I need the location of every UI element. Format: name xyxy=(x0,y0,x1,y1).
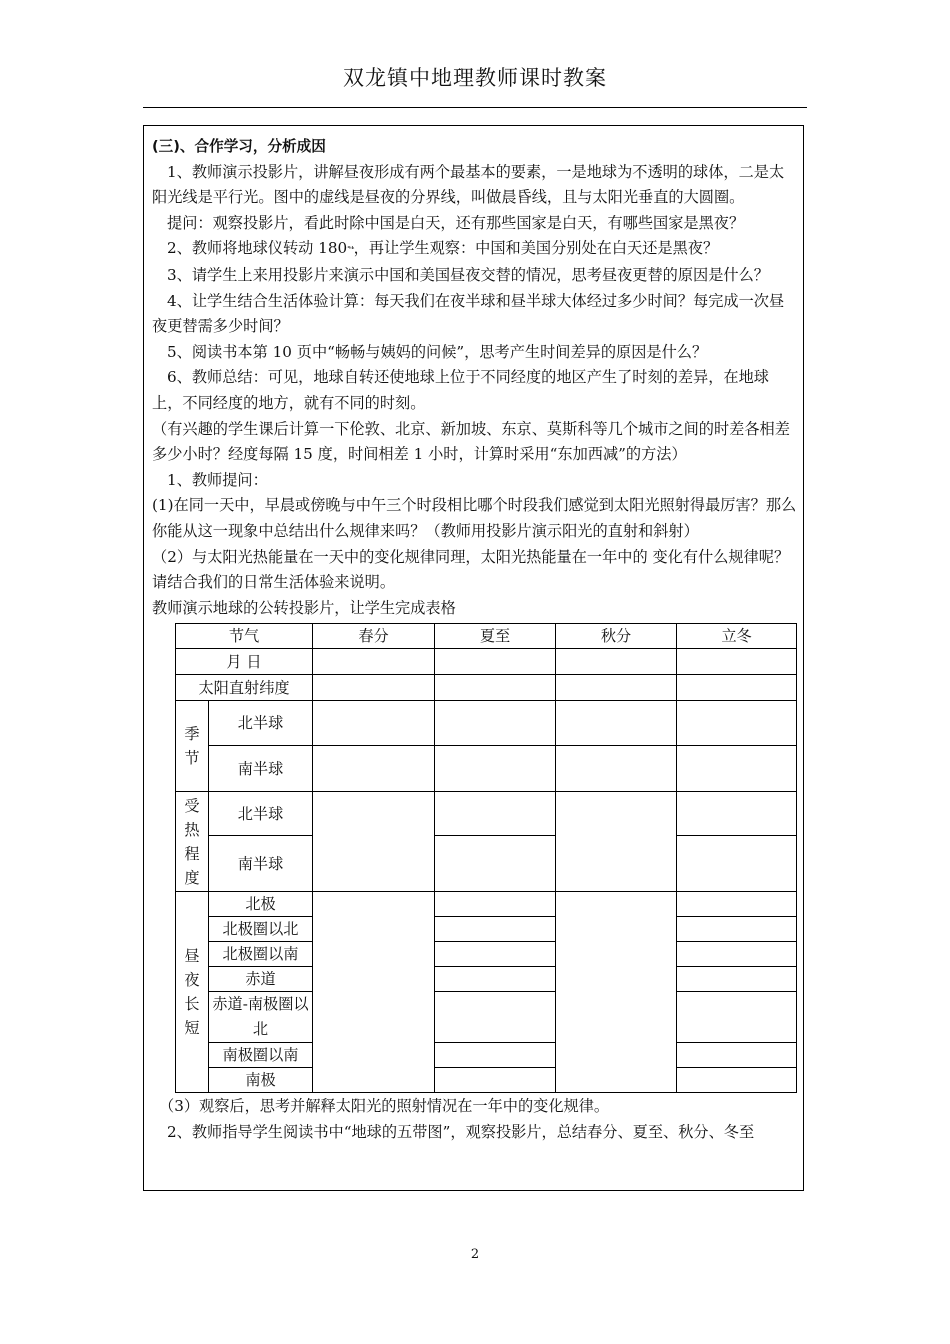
table-cell[interactable] xyxy=(556,792,677,892)
row-label-zone: 北极圈以南 xyxy=(209,942,313,967)
table-cell[interactable] xyxy=(677,701,797,746)
row-label-zone: 南极 xyxy=(209,1068,313,1093)
table-cell[interactable] xyxy=(556,746,677,792)
table-row xyxy=(176,1068,797,1093)
column-header: 秋分 xyxy=(556,624,677,649)
table-cell[interactable] xyxy=(313,892,435,1093)
table-cell[interactable] xyxy=(677,967,797,992)
document-header: 双龙镇中地理教师课时教案 xyxy=(343,66,607,90)
row-label-date: 月 日 xyxy=(176,649,313,675)
table-cell[interactable] xyxy=(435,892,556,917)
table-cell[interactable] xyxy=(677,746,797,792)
paragraph-3: 3、请学生上来用投影片来演示中国和美国昼夜交替的情况，思考昼夜更替的原因是什么？ xyxy=(167,265,769,284)
table-corner: 节气 xyxy=(176,624,313,649)
page-number: 2 xyxy=(470,1247,480,1262)
question-1: (1)在同一天中，早晨或傍晚与中午三个时段相比哪个时段我们感觉到太阳光照射得最厉害？那么你能从这一现象中总结出什么规律来吗？（教师用投影片演示阳光的直射和斜射） xyxy=(152,496,797,540)
group-label-daynight: 昼 夜 长 短 xyxy=(176,892,209,1093)
paragraph-6: 6、教师总结：可见，地球自转还使地球上位于不同经度的地区产生了时刻的差异，在地球上，不同经度的地方，就有不同的时刻。 xyxy=(152,368,769,412)
table-cell[interactable] xyxy=(313,649,435,675)
row-label-zone: 北极 xyxy=(209,892,313,917)
table-row xyxy=(176,701,797,746)
table-cell[interactable] xyxy=(677,1068,797,1093)
paragraph-1: 1、教师演示投影片，讲解昼夜形成有两个最基本的要素，一是地球为不透明的球体，二是太阳光线是平行光。图中的虚线是昼夜的分界线，叫做晨昏线，且与太阳光垂直的大圆圈。 xyxy=(152,162,785,207)
table-cell[interactable] xyxy=(435,1043,556,1068)
table-cell[interactable] xyxy=(313,746,435,792)
table-cell[interactable] xyxy=(435,942,556,967)
table-cell[interactable] xyxy=(556,892,677,1093)
paragraph-2 xyxy=(152,236,798,263)
row-label-zone: 赤道 xyxy=(209,967,313,992)
table-header-row xyxy=(176,624,797,649)
p2-tiny-mark: °ᴹʰ xyxy=(347,246,354,254)
row-label-zone: 北极圈以北 xyxy=(209,917,313,942)
paragraph-4: 4、让学生结合生活体验计算：每天我们在夜半球和昼半球大体经过多少时间？每完成一次昼夜更替需多少时间？ xyxy=(152,291,785,336)
lesson-content xyxy=(152,134,798,1145)
table-cell[interactable] xyxy=(677,1043,797,1068)
table-cell[interactable] xyxy=(556,649,677,675)
question-2: （2）与太阳光热能量在一天中的变化规律同理，太阳光热能量在一年中的 变化有什么规律呢？请结合我们的日常生活体验来说明。 xyxy=(152,547,790,592)
table-cell[interactable] xyxy=(677,917,797,942)
table-row xyxy=(176,746,797,792)
table-cell[interactable] xyxy=(677,792,797,836)
table-cell[interactable] xyxy=(313,701,435,746)
row-label-latitude: 太阳直射纬度 xyxy=(176,675,313,701)
table-cell[interactable] xyxy=(435,675,556,701)
table-intro: 教师演示地球的公转投影片，让学生完成表格 xyxy=(152,598,456,617)
table-cell[interactable] xyxy=(435,746,556,792)
table-row xyxy=(176,942,797,967)
solar-terms-table xyxy=(175,623,797,1093)
table-cell[interactable] xyxy=(556,701,677,746)
note-paragraph: （有兴趣的学生课后计算一下伦敦、北京、新加坡、东京、莫斯科等几个城市之间的时差各相差多少小时？经度每隔 15 度，时间相差 1 小时，计算时采用“东加西减”的方法） xyxy=(152,419,790,464)
question-3: （3）观察后，思考并解释太阳光的照射情况在一年中的变化规律。 xyxy=(159,1097,610,1116)
table-cell[interactable] xyxy=(677,892,797,917)
table-cell[interactable] xyxy=(435,992,556,1043)
table-row xyxy=(176,836,797,892)
table-cell[interactable] xyxy=(313,792,435,892)
row-label-north: 北半球 xyxy=(209,701,313,746)
table-cell[interactable] xyxy=(435,701,556,746)
table-row xyxy=(176,649,797,675)
question-intro: 1、教师提问： xyxy=(167,470,268,489)
row-label-zone: 南极圈以南 xyxy=(209,1043,313,1068)
table-cell[interactable] xyxy=(435,917,556,942)
group-label-heat: 受 热 程 度 xyxy=(176,792,209,892)
p2-after: ，再让学生观察：中国和美国分别处在白天还是黑夜？ xyxy=(353,239,719,258)
table-cell[interactable] xyxy=(313,675,435,701)
row-label-south: 南半球 xyxy=(209,746,313,792)
table-row xyxy=(176,792,797,836)
table-row xyxy=(176,1043,797,1068)
table-cell[interactable] xyxy=(677,942,797,967)
table-cell[interactable] xyxy=(435,1068,556,1093)
column-header: 立冬 xyxy=(677,624,797,649)
paragraph-5: 5、阅读书本第 10 页中“畅畅与姨妈的问候”，思考产生时间差异的原因是什么？ xyxy=(167,342,708,361)
row-label-north: 北半球 xyxy=(209,792,313,836)
column-header: 夏至 xyxy=(435,624,556,649)
table-cell[interactable] xyxy=(677,992,797,1043)
header-rule xyxy=(143,107,807,108)
table-cell[interactable] xyxy=(435,649,556,675)
p2-before: 2、教师将地球仪转动 180 xyxy=(167,239,348,258)
row-label-zone: 赤道-南极圈以北 xyxy=(209,992,313,1043)
table-cell[interactable] xyxy=(556,675,677,701)
paragraph-question: 提问：观察投影片，看此时除中国是白天，还有那些国家是白天，有哪些国家是黑夜？ xyxy=(167,213,745,232)
row-label-south: 南半球 xyxy=(209,836,313,892)
table-cell[interactable] xyxy=(435,836,556,892)
table-cell[interactable] xyxy=(435,792,556,836)
table-cell[interactable] xyxy=(677,649,797,675)
table-cell[interactable] xyxy=(677,675,797,701)
table-row xyxy=(176,992,797,1043)
table-cell[interactable] xyxy=(677,836,797,892)
column-header: 春分 xyxy=(313,624,435,649)
section-title: (三)、合作学习，分析成因 xyxy=(152,138,326,155)
table-cell[interactable] xyxy=(435,967,556,992)
table-row xyxy=(176,917,797,942)
table-row xyxy=(176,675,797,701)
table-row xyxy=(176,967,797,992)
table-row xyxy=(176,892,797,917)
last-paragraph: 2、教师指导学生阅读书中“地球的五带图”，观察投影片，总结春分、夏至、秋分、冬至 xyxy=(167,1122,755,1141)
group-label-season: 季 节 xyxy=(176,701,209,792)
